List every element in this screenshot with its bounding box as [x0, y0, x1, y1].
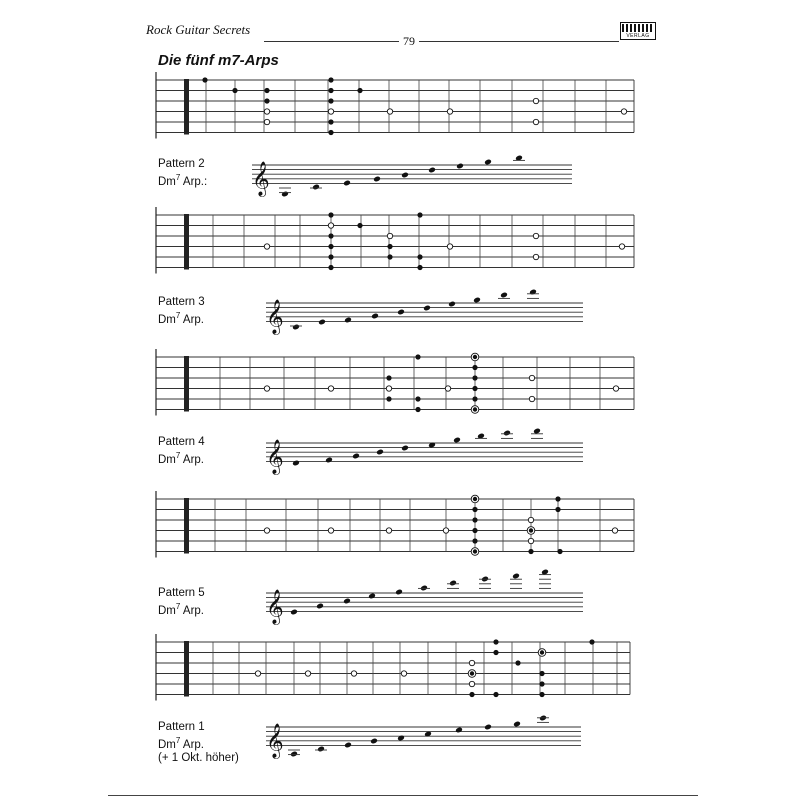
open-note-marker — [612, 528, 617, 533]
note-head — [370, 738, 378, 745]
note-dot — [493, 692, 498, 697]
open-note-marker — [351, 671, 356, 676]
note-head — [453, 437, 461, 444]
open-note-marker — [264, 244, 269, 249]
note-head — [373, 176, 381, 183]
note-dot — [515, 660, 520, 665]
note-head — [449, 580, 457, 587]
pattern-label: Pattern 5 Dm$^7$ Arp. — [158, 587, 205, 617]
note-dot — [472, 517, 477, 522]
pattern-label: Pattern 3 Dm$^7$ Arp. — [158, 296, 205, 326]
open-note-marker — [443, 528, 448, 533]
open-note-marker — [328, 223, 333, 228]
root-note-dot — [473, 497, 477, 501]
note-dot — [472, 538, 477, 543]
open-note-marker — [469, 681, 474, 686]
open-note-marker — [447, 244, 452, 249]
note-dot — [386, 396, 391, 401]
note-dot — [415, 407, 420, 412]
open-note-marker — [387, 233, 392, 238]
open-note-marker — [533, 254, 538, 259]
open-note-marker — [533, 119, 538, 124]
root-note-dot — [540, 650, 544, 654]
note-dot — [555, 507, 560, 512]
note-head — [401, 172, 409, 179]
open-note-marker — [613, 386, 618, 391]
note-head — [312, 184, 320, 191]
open-note-marker — [386, 386, 391, 391]
note-head — [343, 180, 351, 187]
note-dot — [264, 88, 269, 93]
pattern-label: Pattern 1 Dm$^7$ Arp. (+ 1 Okt. höher) — [158, 721, 239, 764]
note-dot — [387, 244, 392, 249]
note-head — [484, 724, 492, 731]
open-note-marker — [401, 671, 406, 676]
note-dot — [328, 88, 333, 93]
open-note-marker — [529, 375, 534, 380]
root-note-dot — [529, 528, 533, 532]
open-note-marker — [255, 671, 260, 676]
note-head — [343, 598, 351, 605]
nut — [184, 498, 189, 554]
open-note-marker — [264, 386, 269, 391]
note-head — [529, 289, 537, 296]
note-dot — [472, 375, 477, 380]
note-head — [455, 727, 463, 734]
open-note-marker — [328, 109, 333, 114]
nut — [184, 356, 189, 412]
note-dot — [415, 354, 420, 359]
note-dot — [357, 223, 362, 228]
root-note-dot — [473, 549, 477, 553]
note-dot — [493, 650, 498, 655]
note-head — [316, 603, 324, 610]
note-head — [428, 167, 436, 174]
note-dot — [472, 507, 477, 512]
note-head — [397, 309, 405, 316]
nut — [184, 214, 189, 270]
note-head — [401, 445, 409, 452]
note-dot — [469, 692, 474, 697]
nut — [184, 641, 189, 697]
treble-clef: 𝄞 — [252, 161, 270, 197]
open-note-marker — [328, 386, 333, 391]
open-note-marker — [445, 386, 450, 391]
note-dot — [472, 396, 477, 401]
note-head — [533, 428, 541, 435]
note-head — [281, 191, 289, 198]
note-dot — [417, 254, 422, 259]
open-note-marker — [386, 528, 391, 533]
note-head — [512, 573, 520, 580]
note-head — [368, 593, 376, 600]
note-head — [325, 457, 333, 464]
open-note-marker — [528, 517, 533, 522]
note-dot — [557, 549, 562, 554]
note-head — [423, 305, 431, 312]
note-dot — [528, 549, 533, 554]
treble-clef: 𝄞 — [266, 299, 284, 335]
note-dot — [232, 88, 237, 93]
open-note-marker — [529, 396, 534, 401]
note-dot — [589, 639, 594, 644]
open-note-marker — [328, 528, 333, 533]
note-head — [503, 430, 511, 437]
note-head — [456, 163, 464, 170]
page-number: 79 — [399, 34, 419, 49]
note-dot — [539, 671, 544, 676]
note-dot — [472, 528, 477, 533]
note-head — [500, 292, 508, 299]
note-dot — [328, 233, 333, 238]
open-note-marker — [528, 538, 533, 543]
open-note-marker — [264, 109, 269, 114]
note-dot — [472, 386, 477, 391]
note-head — [318, 319, 326, 326]
open-note-marker — [619, 244, 624, 249]
note-dot — [328, 254, 333, 259]
root-note-dot — [473, 407, 477, 411]
note-dot — [386, 375, 391, 380]
note-dot — [328, 77, 333, 82]
open-note-marker — [264, 119, 269, 124]
note-dot — [328, 265, 333, 270]
pattern-label: Pattern 2 Dm$^7$ Arp.: — [158, 158, 208, 188]
bottom-rule — [108, 795, 698, 796]
note-dot — [539, 681, 544, 686]
note-dot — [539, 692, 544, 697]
note-head — [513, 721, 521, 728]
note-head — [376, 449, 384, 456]
note-dot — [417, 212, 422, 217]
open-note-marker — [305, 671, 310, 676]
note-dot — [328, 212, 333, 217]
note-head — [290, 751, 298, 758]
pattern-label: Pattern 4 Dm$^7$ Arp. — [158, 436, 205, 466]
open-note-marker — [264, 528, 269, 533]
header-title: Rock Guitar Secrets — [146, 22, 251, 37]
note-head — [395, 589, 403, 596]
note-head — [397, 735, 405, 742]
root-note-dot — [473, 355, 477, 359]
root-note-dot — [470, 671, 474, 675]
open-note-marker — [469, 660, 474, 665]
treble-clef: 𝄞 — [266, 723, 284, 759]
note-head — [292, 460, 300, 467]
nut — [184, 79, 189, 135]
section-heading: Die fünf m7-Arps — [158, 52, 279, 69]
note-dot — [472, 365, 477, 370]
note-dot — [202, 77, 207, 82]
open-note-marker — [387, 109, 392, 114]
treble-clef: 𝄞 — [266, 589, 284, 625]
note-head — [371, 313, 379, 320]
open-note-marker — [533, 233, 538, 238]
note-dot — [328, 130, 333, 135]
note-dot — [264, 98, 269, 103]
open-note-marker — [447, 109, 452, 114]
treble-clef: 𝄞 — [266, 439, 284, 475]
note-head — [448, 301, 456, 308]
note-head — [290, 609, 298, 616]
note-dot — [555, 496, 560, 501]
note-head — [292, 324, 300, 331]
note-head — [352, 453, 360, 460]
open-note-marker — [621, 109, 626, 114]
open-note-marker — [533, 98, 538, 103]
publisher-logo: VERLAG — [620, 22, 656, 40]
note-dot — [387, 254, 392, 259]
note-head — [344, 742, 352, 749]
note-head — [344, 317, 352, 324]
note-dot — [328, 119, 333, 124]
note-dot — [417, 265, 422, 270]
note-dot — [357, 88, 362, 93]
note-head — [484, 159, 492, 166]
note-dot — [328, 244, 333, 249]
note-head — [473, 297, 481, 304]
note-dot — [328, 98, 333, 103]
note-dot — [493, 639, 498, 644]
note-dot — [415, 396, 420, 401]
note-head — [317, 746, 325, 753]
